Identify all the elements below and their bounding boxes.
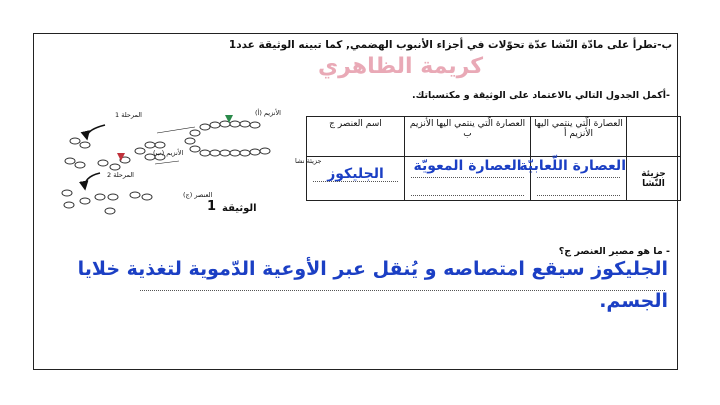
answer-table <box>306 116 681 201</box>
document-caption <box>222 203 257 214</box>
question-2-prompt: - ما هو مصير العنصر ج؟ <box>558 246 670 257</box>
starch-chain <box>62 121 270 214</box>
answer-cell-b <box>405 157 531 201</box>
label-element-c: العنصر (ج) <box>183 191 213 199</box>
header-col-b: العصارة الّتي ينتمي اليها الأنزيم ب <box>405 117 531 157</box>
question-title: ب-تطرأ على مادّة النّشا عدّة تحوّلات في أجزاء الأنبوب الهضمي, كما تبينه الوثيقة عدد1 <box>228 39 672 51</box>
label-stage-2: المرحلة 2 <box>107 171 134 179</box>
label-starch: جزيئة نشا <box>295 157 322 165</box>
stage1-arrow <box>87 125 105 139</box>
label-stage-1: المرحلة 1 <box>115 111 142 119</box>
row-label-starch: جزيئة النّشا <box>627 157 681 201</box>
header-col-a: العصارة الّتي ينتمي اليها الأنزيم أ <box>531 117 627 157</box>
answer-a: العصارة اللّعابيّة <box>519 158 626 174</box>
answer-line-1: الجليكوز سيقع امتصاصه و يُنقل عبر الأوعية الدّموية لتغذية خلايا <box>77 258 668 280</box>
answer-c: الجليكوز <box>327 166 384 182</box>
answer-line-2: الجسم. <box>599 290 668 312</box>
header-col-c: اسم العنصر ج <box>307 117 405 157</box>
document-number: 1 <box>207 199 217 214</box>
answer-b: العصارة المعويّة <box>413 158 522 174</box>
answer-cell-c <box>307 157 405 201</box>
label-enzyme-b: الأنزيم (ب) <box>153 149 184 157</box>
author-watermark: كريمة الظاهري <box>318 54 484 79</box>
answer-cell-a <box>519 157 627 201</box>
label-enzyme-a: الأنزيم (أ) <box>255 109 281 117</box>
table-corner-cell <box>627 117 681 157</box>
stage2-arrow <box>85 173 100 189</box>
instruction-text: -أكمل الجدول التالي بالاعتماد على الوثيقة و مكتسباتك. <box>412 90 670 101</box>
document-caption-text: الوثيقة <box>222 203 257 214</box>
document-1-diagram <box>55 105 322 225</box>
